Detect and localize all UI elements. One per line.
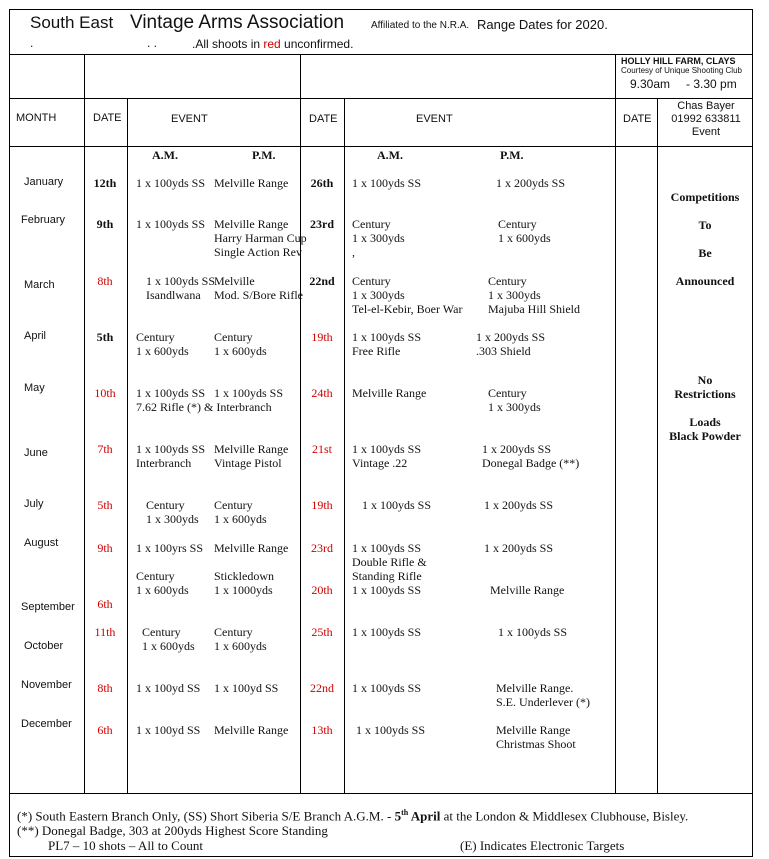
title-south-east: South East [30,13,114,32]
divider [657,98,658,793]
am-event: 1 x 100yds SS [352,583,422,597]
pm-event: 1 x 200yds SS [496,176,566,190]
event-date: 10th [94,386,116,400]
am-event: 1 x 600yds [136,583,189,597]
contact-event: Event [691,126,721,138]
pm-event: 1 x 1000yds [214,583,273,597]
range-dates-title: Range Dates for 2020. [477,17,608,32]
month-label: June [24,447,48,459]
event-date: 24th [311,386,333,400]
event-date: 5th [97,498,113,512]
pm-event: Melville Range [214,723,289,737]
side-note: Black Powder [669,429,741,443]
agm-day: 5 [394,808,402,824]
am-event: 1 x 100yd SS [136,723,201,737]
side-note: Announced [675,274,735,288]
divider [9,98,753,99]
pm-event: Christmas Shoot [496,737,576,751]
agm-day-suffix: th [401,808,409,817]
divider [9,793,753,794]
col-date: DATE [623,113,652,125]
pm-event: S.E. Underlever (*) [496,695,590,709]
pm-event: Melville Range [496,723,571,737]
footer-line-3-right: (E) Indicates Electronic Targets [460,838,625,853]
event-date: 25th [311,625,333,639]
contact-name: Chas Bayer [677,100,735,112]
pm-event: Century [214,625,253,639]
am-event: 1 x 100yds SS [362,498,432,512]
am-event: Century [352,274,391,288]
pm-label: P.M. [500,148,524,162]
am-event: 1 x 100yds SS [136,217,206,231]
pm-event: 1 x 100yds SS [214,386,284,400]
am-label: A.M. [377,148,403,162]
pm-event: Melville [214,274,255,288]
event-date: 20th [311,583,333,597]
pm-event: Century [488,386,527,400]
pm-event: 1 x 200yds SS [484,541,554,555]
event-date: 26th [310,176,334,190]
am-event: 1 x 100yds SS [352,330,422,344]
pm-event: Melville Range [214,176,289,190]
side-note: Competitions [670,190,740,204]
pm-event: 1 x 300yds [488,400,541,414]
pm-event: 1 x 100yds SS [498,625,568,639]
affiliation: Affiliated to the N.R.A. [371,20,470,31]
pm-event: Mod. S/Bore Rifle [214,288,303,302]
col-event: EVENT [171,113,208,125]
event-date: 8th [97,681,113,695]
event-date: 22nd [309,274,335,288]
am-event: Century [146,498,185,512]
footer-text: (*) South Eastern Branch Only, (SS) Short Siberia S/E Branch A.G.M. - [17,808,395,824]
side-note: Loads [689,415,721,429]
pm-event: Melville Range [214,541,289,555]
am-event: 1 x 100yrs SS [136,541,204,555]
am-event: 1 x 100yds SS [136,386,206,400]
agm-month: April [408,808,441,824]
am-event: 1 x 100yds SS [352,541,422,555]
note-text: .All shoots in [192,37,264,51]
am-event: 1 x 100yd SS [136,681,201,695]
pm-event: 1 x 200yds SS [484,498,554,512]
note-text: unconfirmed. [280,37,354,51]
footer-line-1 [17,808,688,824]
divider [615,54,616,793]
side-note: To [698,218,712,232]
pm-event: Majuba Hill Shield [488,302,580,316]
am-event: 1 x 100yds SS [146,274,216,288]
contact-phone: 01992 633811 [671,113,741,125]
pm-event: 1 x 100yd SS [214,681,279,695]
am-event: Melville Range [352,386,427,400]
footer-text: at the London & Middlesex Clubhouse, Bisley. [440,808,689,824]
event-date: 6th [97,597,113,611]
event-date: 21st [311,442,332,456]
col-date: DATE [93,112,122,124]
pm-event: Stickledown [214,569,274,583]
pm-event: 1 x 600yds [498,231,551,245]
col-date: DATE [309,113,338,125]
month-label: October [24,640,64,652]
am-event: , [352,245,355,259]
event-date: 23rd [310,217,334,231]
month-label: March [24,279,55,291]
am-event: 1 x 600yds [136,344,189,358]
month-label: December [21,718,72,730]
am-event: 7.62 Rifle (*) & Interbranch [136,400,272,414]
am-event: 1 x 100yds SS [352,176,422,190]
event-date: 19th [311,330,333,344]
am-event: 1 x 100yds SS [356,723,426,737]
side-note: No [697,373,713,387]
col-month: MONTH [16,112,57,124]
side-note: Restrictions [674,387,736,401]
pm-event: 1 x 600yds [214,344,267,358]
event-date: 8th [97,274,113,288]
am-event: 1 x 300yds [352,288,405,302]
month-label: January [24,176,64,188]
month-label: September [21,601,75,613]
am-event: Century [352,217,391,231]
pm-event: Single Action Rev [214,245,302,259]
pm-event: Melville Range [214,217,289,231]
pm-event: 1 x 200yds SS [482,442,552,456]
divider [9,54,753,55]
pm-event: Donegal Badge (**) [482,456,580,470]
pm-label: P.M. [252,148,276,162]
am-event: Century [136,330,175,344]
pm-event: Century [498,217,537,231]
event-date: 22nd [310,681,334,695]
am-event: Century [142,625,181,639]
contact-header [660,100,752,139]
footer-line-2: (**) Donegal Badge, 303 at 200yds Highest Score Standing [17,823,328,838]
event-date: 11th [94,625,116,639]
am-event: 1 x 100yds SS [136,176,206,190]
pm-event: 1 x 600yds [214,512,267,526]
month-label: February [21,214,66,226]
venue-name: HOLLY HILL FARM, CLAYS [621,56,736,66]
am-event: Tel-el-Kebir, Boer War [352,302,463,316]
am-event: Standing Rifle [352,569,422,583]
event-date: 19th [311,498,333,512]
am-event: Century [136,569,175,583]
am-event: 1 x 100yds SS [352,442,422,456]
pm-event: Century [214,330,253,344]
pm-event: Century [214,498,253,512]
am-event: 1 x 300yds [146,512,199,526]
month-label: April [24,330,47,342]
pm-event: 1 x 200yds SS [476,330,546,344]
col-event: EVENT [416,113,453,125]
time-start: 9.30am [630,77,671,91]
am-event: Isandlwana [146,288,201,302]
time-end: - 3.30 pm [686,77,737,91]
event-date: 6th [97,723,113,737]
event-date: 5th [96,330,114,344]
event-date: 9th [96,217,114,231]
am-event: Interbranch [136,456,192,470]
pm-event: Melville Range. [496,681,574,695]
note-red-word: red [263,37,281,51]
event-date: 23rd [311,541,333,555]
pm-event: .303 Shield [476,344,531,358]
pm-event: 1 x 300yds [488,288,541,302]
am-event: 1 x 300yds [352,231,405,245]
am-event: Double Rifle & [352,555,427,569]
pm-event: Vintage Pistol [214,456,282,470]
pm-event: 1 x 600yds [214,639,267,653]
am-event: 1 x 100yds SS [352,681,422,695]
month-label: August [24,537,59,549]
venue-courtesy: Courtesy of Unique Shooting Club [621,66,742,75]
event-date: 9th [97,541,113,555]
dots: . . [147,36,158,50]
event-date: 7th [97,442,113,456]
footer-line-3: PL7 – 10 shots – All to Count [48,838,203,853]
side-note: Be [698,246,712,260]
pm-event: Melville Range [214,442,289,456]
pm-event: Harry Harman Cup [214,231,307,245]
am-event: 1 x 100yds SS [136,442,206,456]
event-date: 12th [93,176,117,190]
divider [9,146,753,147]
am-label: A.M. [152,148,178,162]
am-event: Free Rifle [352,344,401,358]
pm-event: Century [488,274,527,288]
page-title: Vintage Arms Association [130,12,345,33]
month-label: July [24,498,44,510]
am-event: 1 x 600yds [142,639,195,653]
month-label: May [24,382,45,394]
unconfirmed-note [192,37,353,51]
event-date: 13th [311,723,333,737]
pm-event: Melville Range [490,583,565,597]
am-event: 1 x 100yds SS [352,625,422,639]
am-event: Vintage .22 [352,456,408,470]
month-label: November [21,679,72,691]
dot: . [30,36,34,50]
